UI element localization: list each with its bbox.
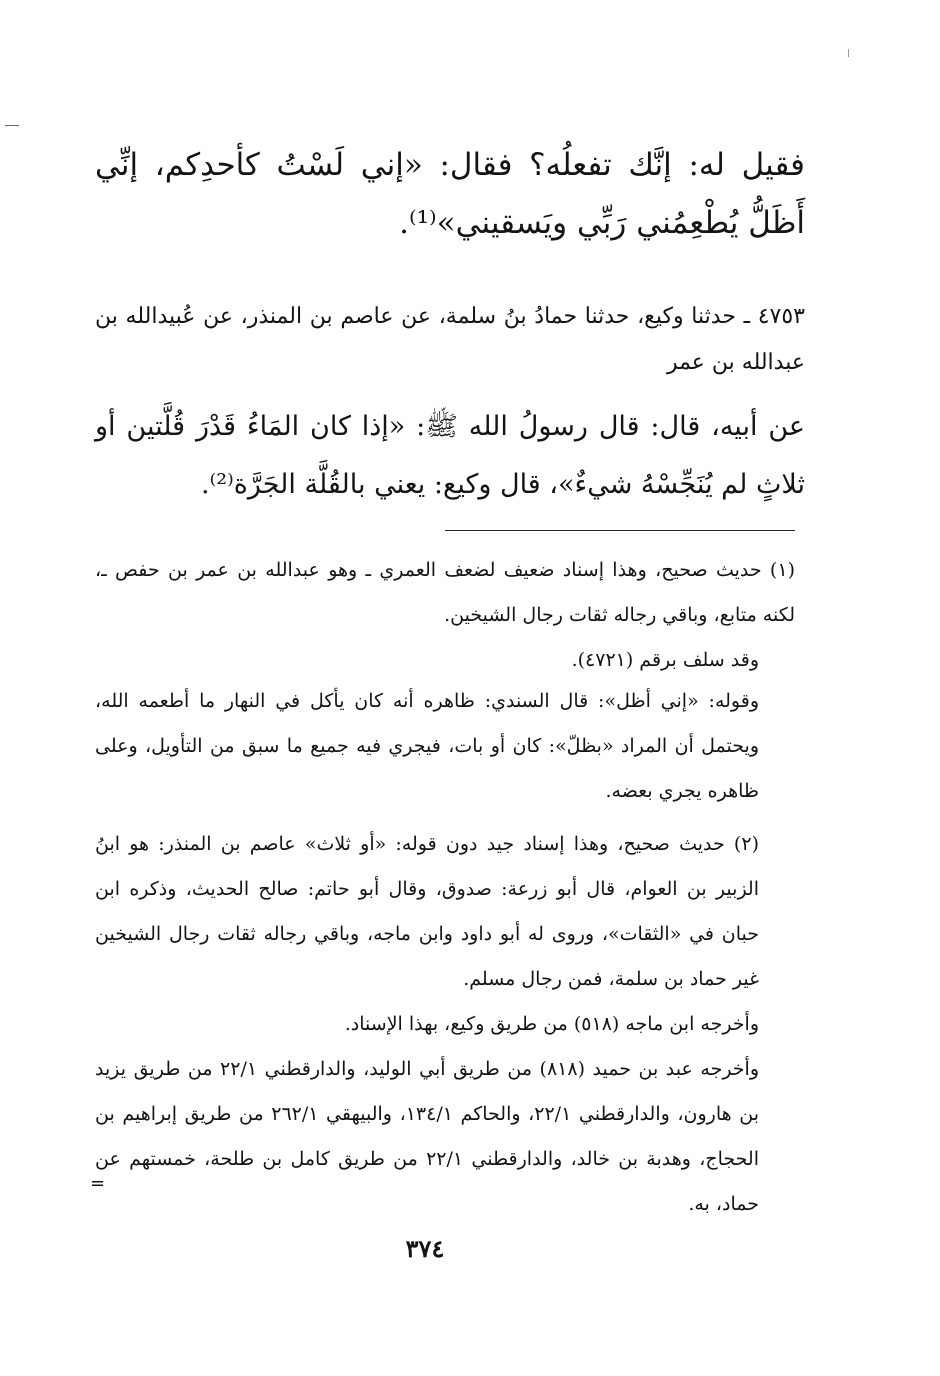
footnote-line: وأخرجه ابن ماجه (٥١٨) من طريق وكيع، بهذا الإسناد.	[344, 1013, 759, 1035]
footnote-line: وقد سلف برقم (٤٧٢١).	[571, 649, 759, 671]
scan-mark	[5, 125, 19, 126]
footnote-1-commentary	[95, 679, 795, 814]
footnote-1	[95, 548, 795, 683]
page-number: ٣٧٤	[405, 1234, 445, 1263]
footnote-line: وقوله: «إني أظل»: قال السندي: ظاهره أنه كان يأكل في النهار ما أطعمه الله، ويحتمل أن المراد «بظلّ»: كان أو بات، فيجري فيه جميع ما سبق من التأويل، وعلى ظاهره يجري بعضه.	[95, 690, 759, 802]
scan-mark	[848, 49, 849, 57]
footnote-separator	[445, 530, 795, 531]
hadith-isnad-paragraph: ٤٧٥٣ ـ حدثنا وكيع، حدثنا حمادُ بنُ سلمة، عن عاصم بن المنذر، عن عُبيدالله بن عبدالله بن عمر	[95, 304, 805, 375]
main-text-paragraph: فقيل له: إنَّك تفعلُه؟ فقال: «إني لَسْتُ كأحدِكم، إنِّي أَظَلُّ يُطْعِمُني رَبِّي ويَسقيني»⁽¹⁾.	[95, 147, 805, 241]
footnote-line: (١) حديث صحيح، وهذا إسناد ضعيف لضعف العمري ـ وهو عبدالله بن عمر بن حفص ـ، لكنه متابع، وباقي رجاله ثقات رجال الشيخين.	[95, 559, 795, 626]
footnote-line: (٢) حديث صحيح، وهذا إسناد جيد دون قوله: «أو ثلاث» عاصم بن المنذر: هو ابنُ الزبير بن العوام، قال أبو زرعة: صدوق، وقال أبو حاتم: صالح الحديث، وذكره ابن حبان في «الثقات»، وروى له أبو داود وابن ماجه، وباقي رجاله ثقات رجال الشيخين غير حماد بن سلمة، فمن رجال مسلم.	[95, 833, 759, 990]
footnote-line: وأخرجه عبد بن حميد (٨١٨) من طريق أبي الوليد، والدارقطني ٢٢/١ من طريق يزيد بن هارون، والدارقطني ٢٢/١، والحاكم ١٣٤/١، والبيهقي ٢٦٢/١ من طريق إبراهيم بن الحجاج، وهدبة بن خالد، والدارقطني ٢٢/١ من طريق كامل بن طلحة، خمستهم عن حماد، به.	[95, 1058, 760, 1215]
footnote-2	[95, 822, 795, 1227]
continuation-marker: =	[90, 1173, 106, 1194]
hadith-matn-paragraph: عن أبيه، قال: قال رسولُ الله ﷺ: «إذا كان المَاءُ قَدْرَ قُلَّتين أو ثلاثٍ لم يُنَجِّسْهُ شيءٌ»، قال وكيع: يعني بالقُلَّة الجَرَّة⁽²⁾.	[95, 411, 805, 500]
